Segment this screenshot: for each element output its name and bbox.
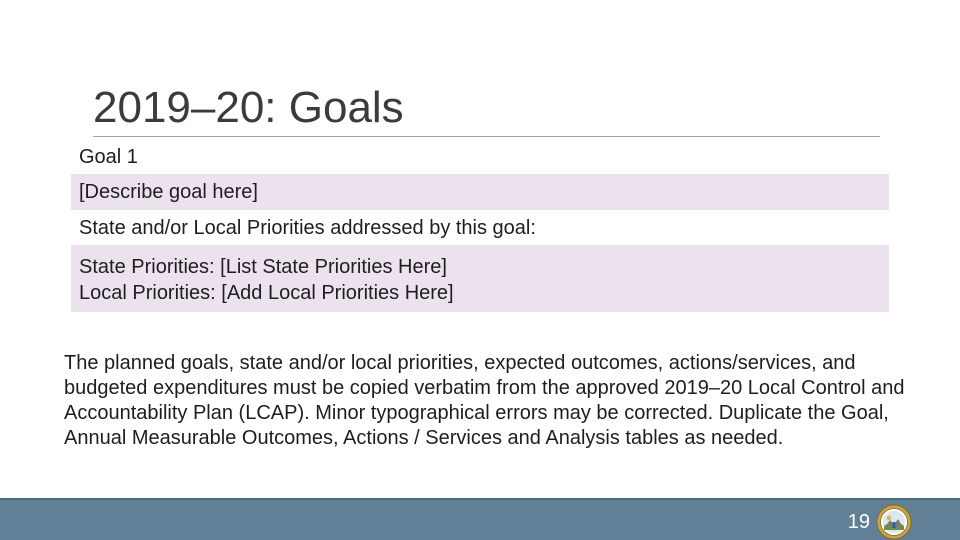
priorities-list-cell [71, 245, 889, 312]
title-divider [93, 136, 880, 137]
page-number: 19 [847, 511, 870, 533]
local-priorities-line: Local Priorities: [Add Local Priorities Here] [79, 282, 454, 304]
footer-divider [0, 498, 960, 500]
slide-title: 2019–20: Goals [93, 83, 404, 132]
footer-bar [0, 498, 960, 540]
goal-table [71, 138, 889, 312]
goal-description-cell: [Describe goal here] [71, 174, 889, 210]
instructions-paragraph: The planned goals, state and/or local priorities, expected outcomes, actions/services, and budgeted expenditures must be copied verbatim from the approved 2019–20 Local Control and Accountability Plan (LCAP). Minor typographical errors may be corrected. Duplicate the Goal, Annual Measurable Outcomes, Actions / Services and Analysis tables as needed. [64, 352, 905, 449]
goal-label-cell: Goal 1 [71, 138, 889, 174]
state-priorities-line: State Priorities: [List State Priorities Here] [79, 256, 447, 278]
state-seal-icon [876, 504, 912, 540]
priorities-heading-cell: State and/or Local Priorities addressed by this goal: [71, 210, 889, 245]
